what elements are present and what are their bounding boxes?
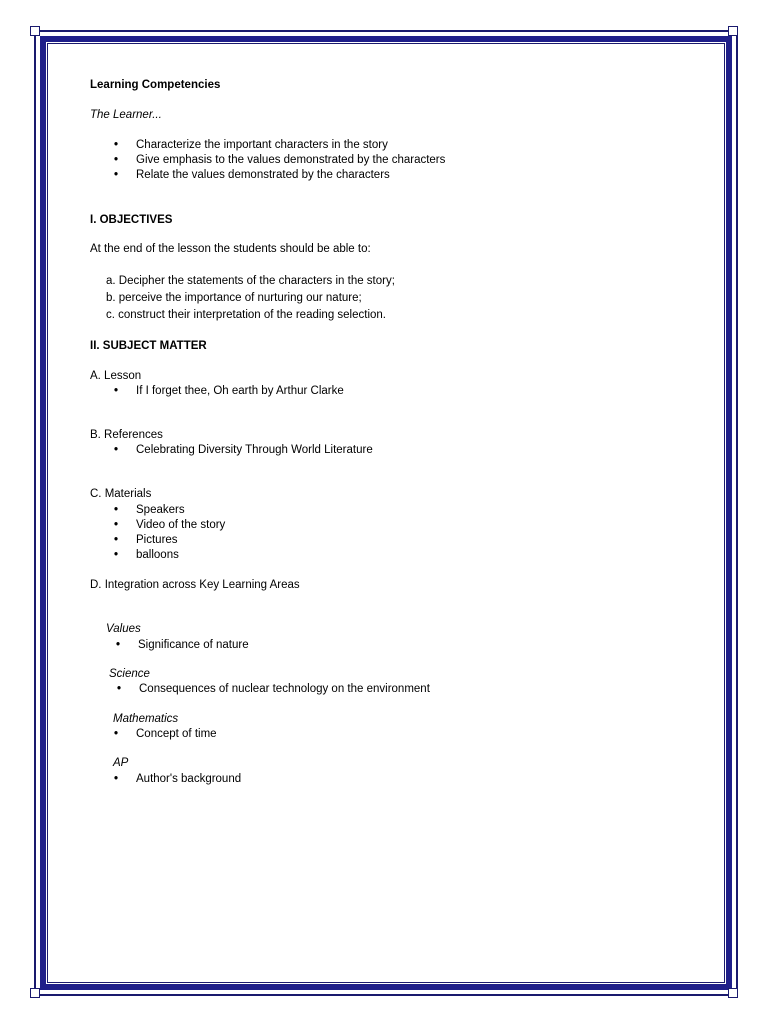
material-item: • Speakers bbox=[136, 503, 185, 517]
integration-area-item: • Concept of time bbox=[136, 727, 217, 741]
competency-item: • Characterize the important characters in the story bbox=[136, 138, 388, 152]
integration-area-name: Mathematics bbox=[113, 713, 179, 725]
objective-item: b. perceive the importance of nurturing our nature; bbox=[106, 292, 362, 304]
lesson-item: • If I forget thee, Oh earth by Arthur Clarke bbox=[136, 384, 344, 398]
reference-item: • Celebrating Diversity Through World Literature bbox=[136, 443, 373, 457]
competencies-heading: Learning Competencies bbox=[90, 79, 221, 91]
integration-area-item: • Significance of nature bbox=[138, 638, 249, 652]
materials-heading: C. Materials bbox=[90, 488, 152, 500]
competencies-intro: The Learner... bbox=[90, 109, 162, 121]
competency-item: • Relate the values demonstrated by the characters bbox=[136, 168, 390, 182]
objective-item: a. Decipher the statements of the characters in the story; bbox=[106, 275, 395, 287]
lesson-heading: A. Lesson bbox=[90, 370, 142, 382]
material-item: • Pictures bbox=[136, 533, 178, 547]
objectives-heading: I. OBJECTIVES bbox=[90, 214, 173, 226]
material-item: • Video of the story bbox=[136, 518, 225, 532]
objective-item: c. construct their interpretation of the reading selection. bbox=[106, 309, 386, 321]
competency-item: • Give emphasis to the values demonstrated by the characters bbox=[136, 153, 445, 167]
integration-area-item: • Consequences of nuclear technology on the environment bbox=[139, 682, 430, 696]
objectives-intro: At the end of the lesson the students should be able to: bbox=[90, 243, 371, 255]
integration-area-name: Values bbox=[106, 623, 141, 635]
integration-heading: D. Integration across Key Learning Areas bbox=[90, 579, 300, 591]
integration-area-item: • Author's background bbox=[136, 772, 241, 786]
subject-matter-heading: II. SUBJECT MATTER bbox=[90, 340, 207, 352]
integration-area-name: Science bbox=[109, 668, 150, 680]
references-heading: B. References bbox=[90, 429, 163, 441]
integration-area-name: AP bbox=[113, 757, 129, 769]
material-item: • balloons bbox=[136, 548, 179, 562]
